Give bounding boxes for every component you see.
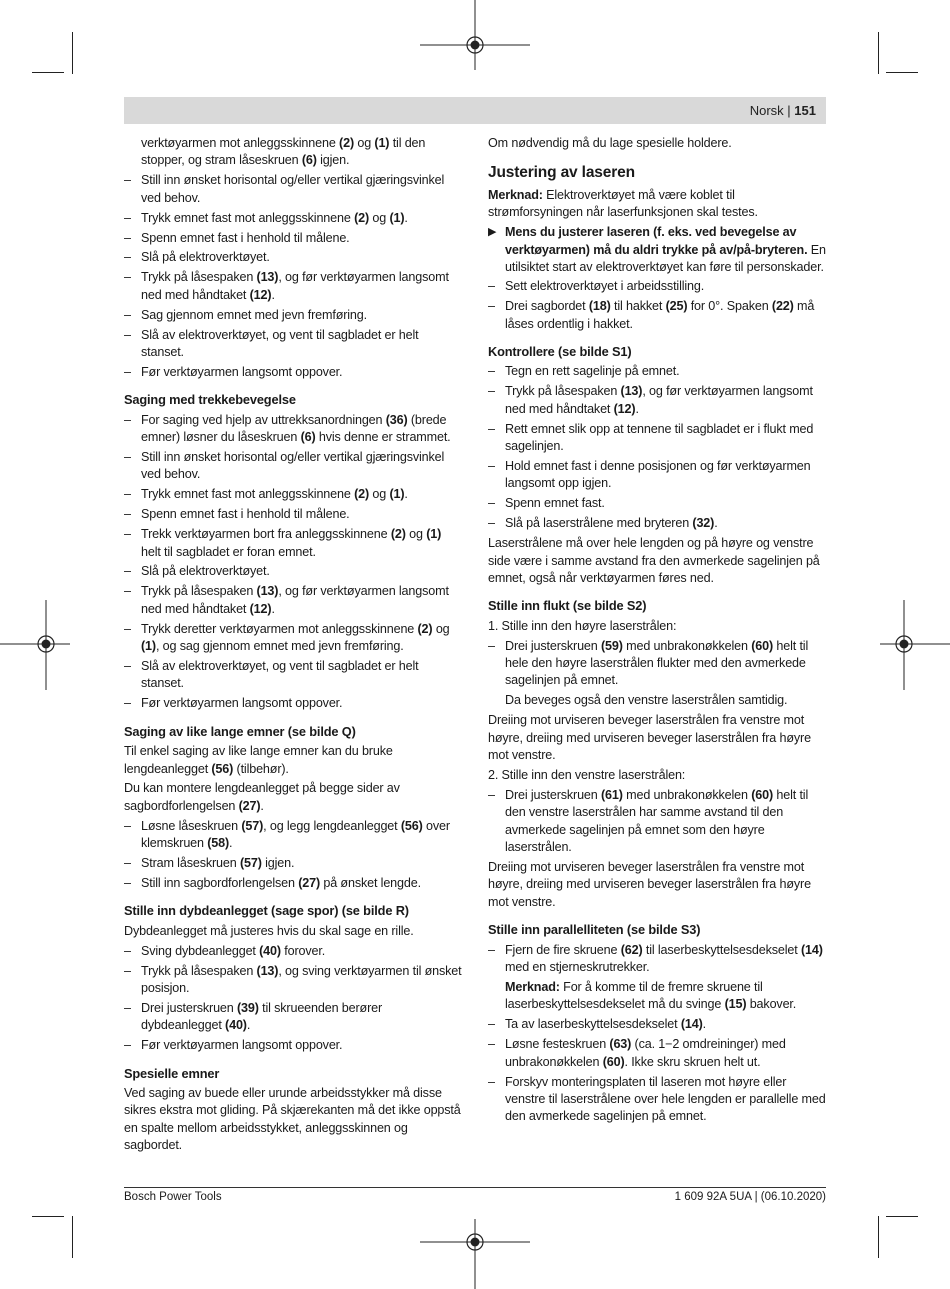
paragraph: Laserstrålene må over hele lengden og på høyre og venstre side være i samme avstand fra den avmerkede sagelinjen på emnet, også når verktøyarmen føres ned. — [488, 536, 820, 585]
list-item: – Trekk verktøyarmen bort fra anleggsskinnene (2) og (1) helt til sagbladet er foran emnet. — [124, 526, 464, 561]
list-item: – Drei sagbordet (18) til hakket (25) for 0°. Spaken (22) må låses ordentlig i hakket. — [488, 298, 826, 333]
paragraph: Dreiing mot urviseren beveger laserstrålen fra venstre mot høyre, dreiing med urviseren beveger laserstrålen fra høyre mot venstre. — [488, 713, 811, 763]
subsection-heading: Stille inn dybdeanlegget (sage spor) (se bilde R) — [124, 903, 409, 919]
list-item: – Slå av elektroverktøyet, og vent til sagbladet er helt stanset. — [124, 327, 464, 362]
list-item: – Før verktøyarmen langsomt oppover. — [124, 1037, 464, 1054]
subsection-heading: Stille inn parallelliteten (se bilde S3) — [488, 922, 701, 938]
list-item-continuation: Merknad: For å komme til de fremre skruene til laserbeskyttelsesdekselet må du svinge (15) bakover. — [505, 979, 797, 1012]
crop-mark — [32, 72, 64, 73]
registration-mark-icon — [420, 0, 530, 70]
crop-mark — [72, 1216, 73, 1258]
list-item: – Trykk på låsespaken (13), og før verktøyarmen langsomt ned med håndtaket (12). — [124, 269, 464, 304]
paragraph: Ved saging av buede eller urunde arbeidsstykker må disse sikres ekstra mot gliding. På skjærekanten må det ikke oppstå en spalte mellom arbeidsstykket, anleggsskinnen og sagbordet. — [124, 1086, 461, 1153]
subsection-heading: Spesielle emner — [124, 1065, 220, 1081]
list-item: – Slå på elektroverktøyet. — [124, 563, 464, 580]
left-column — [124, 135, 464, 1157]
list-item: – Sett elektroverktøyet i arbeidsstilling. — [488, 278, 826, 295]
list-item: – Stram låseskruen (57) igjen. — [124, 855, 464, 872]
paragraph: Dreiing mot urviseren beveger laserstrålen fra venstre mot høyre, dreiing med urviseren beveger laserstrålen fra høyre mot venstre. — [488, 860, 811, 909]
crop-mark — [886, 72, 918, 73]
list-item: – Spenn emnet fast i henhold til målene. — [124, 506, 464, 523]
header-text: Norsk | 151 — [749, 103, 816, 118]
subsection-heading: Stille inn flukt (se bilde S2) — [488, 598, 647, 614]
paragraph: Dybdeanlegget må justeres hvis du skal sage en rille. — [124, 923, 414, 938]
paragraph: Merknad: Elektroverktøyet må være koblet til strømforsyningen når laserfunksjonen skal testes. — [488, 187, 758, 220]
list-item: – Still inn ønsket horisontal og/eller vertikal gjæringsvinkel ved behov. — [124, 449, 464, 484]
list-item: – Fjern de fire skruene (62) til laserbeskyttelsesdekselet (14) med en stjerneskrutrekker. — [488, 942, 826, 977]
subsection-heading: Kontrollere (se bilde S1) — [488, 344, 632, 360]
warning-item: ▶ Mens du justerer laseren (f. eks. ved bevegelse av verktøyarmen) må du aldri trykke på av/på-bryteren. En utilsiktet start av elektroverktøyet kan føre til personskader. — [488, 225, 826, 274]
list-item: – Trykk emnet fast mot anleggsskinnene (2) og (1). — [124, 486, 464, 503]
list-item: – Trykk på låsespaken (13), og før verktøyarmen langsomt ned med håndtaket (12). — [124, 583, 464, 618]
list-item: – Før verktøyarmen langsomt oppover. — [124, 364, 464, 381]
registration-mark-icon — [880, 600, 950, 690]
list-item: – Rett emnet slik opp at tennene til sagbladet er i flukt med sagelinjen. — [488, 421, 826, 456]
list-item: – Still inn sagbordforlengelsen (27) på ønsket lengde. — [124, 875, 464, 892]
paragraph: Til enkel saging av like lange emner kan du bruke lengdeanlegget (56) (tilbehør). — [124, 744, 393, 776]
crop-mark — [878, 32, 879, 74]
list-item: – Slå på laserstrålene med bryteren (32). — [488, 515, 826, 532]
list-item: – Forskyv monteringsplaten til laseren mot høyre eller venstre til laserstrålene over hele lengden er parallelle med den avmerkede sagelinjen på emnet. — [488, 1074, 826, 1126]
list-item: – Slå av elektroverktøyet, og vent til sagbladet er helt stanset. — [124, 658, 464, 693]
page-header — [124, 97, 826, 124]
list-item: – Ta av laserbeskyttelsesdekselet (14). — [488, 1016, 826, 1033]
footer-rule — [124, 1187, 826, 1188]
paragraph: Du kan montere lengdeanlegget på begge sider av sagbordforlengelsen (27). — [124, 781, 400, 813]
list-item: – Sving dybdeanlegget (40) forover. — [124, 943, 464, 960]
list-item: – Før verktøyarmen langsomt oppover. — [124, 695, 464, 712]
list-item: – Drei justerskruen (61) med unbrakonøkkelen (60) helt til den venstre laserstrålen har samme avstand til den avmerkede sagelinjen på emnet som den høyre laserstrålen. — [488, 787, 826, 857]
registration-mark-icon — [0, 600, 70, 690]
right-column — [488, 135, 826, 1128]
crop-mark — [72, 32, 73, 74]
list-item: – Trykk på låsespaken (13), og sving verktøyarmen til ønsket posisjon. — [124, 963, 464, 998]
list-item: – Drei justerskruen (39) til skrueenden berører dybdeanlegget (40). — [124, 1000, 464, 1035]
list-item: – Spenn emnet fast i henhold til målene. — [124, 230, 464, 247]
crop-mark — [886, 1216, 918, 1217]
list-item: – Tegn en rett sagelinje på emnet. — [488, 363, 826, 380]
list-item: – Drei justerskruen (59) med unbrakonøkkelen (60) helt til hele den høyre laserstrålen flukter med den avmerkede sagelinjen på emnet. — [488, 638, 826, 690]
paragraph: Om nødvendig må du lage spesielle holdere. — [488, 136, 732, 150]
subsection-heading: Saging av like lange emner (se bilde Q) — [124, 723, 356, 739]
list-item: – Spenn emnet fast. — [488, 495, 826, 512]
footer-publisher: Bosch Power Tools — [124, 1191, 222, 1203]
list-item: – Løsne låseskruen (57), og legg lengdeanlegget (56) over klemskruen (58). — [124, 818, 464, 853]
list-item: – For saging ved hjelp av uttrekksanordningen (36) (brede emner) løsner du låseskruen (6) hvis denne er strammet. — [124, 412, 464, 447]
section-heading: Justering av laseren — [488, 164, 635, 182]
list-item: – Sag gjennom emnet med jevn fremføring. — [124, 307, 464, 324]
numbered-step: 2. Stille inn den venstre laserstrålen: — [488, 768, 686, 782]
arrow-right-icon: ▶ — [488, 226, 497, 239]
list-item: – Slå på elektroverktøyet. — [124, 249, 464, 266]
list-item: – Trykk på låsespaken (13), og før verktøyarmen langsomt ned med håndtaket (12). — [488, 383, 826, 418]
page-number: 151 — [794, 103, 816, 118]
crop-mark — [878, 1216, 879, 1258]
list-item: – Trykk deretter verktøyarmen mot anleggsskinnene (2) og (1), og sag gjennom emnet med jevn fremføring. — [124, 621, 464, 656]
list-item: – Trykk emnet fast mot anleggsskinnene (2) og (1). — [124, 210, 464, 227]
list-item: – Still inn ønsket horisontal og/eller vertikal gjæringsvinkel ved behov. — [124, 172, 464, 207]
numbered-step: 1. Stille inn den høyre laserstrålen: — [488, 618, 677, 633]
list-item-continuation: verktøyarmen mot anleggsskinnene (2) og (1) til den stopper, og stram låseskruen (6) igjen. — [141, 136, 426, 168]
list-item: – Løsne festeskruen (63) (ca. 1−2 omdreininger) med unbrakonøkkelen (60). Ikke skru skruen helt ut. — [488, 1036, 826, 1071]
list-item-continuation: Da beveges også den venstre laserstrålen samtidig. — [505, 693, 788, 708]
list-item: – Hold emnet fast i denne posisjonen og før verktøyarmen langsomt opp igjen. — [488, 458, 826, 493]
header-language: Norsk — [749, 103, 784, 118]
registration-mark-icon — [420, 1219, 530, 1289]
subsection-heading: Saging med trekkebevegelse — [124, 392, 296, 408]
crop-mark — [32, 1216, 64, 1217]
footer-doc-id: 1 609 92A 5UA | (06.10.2020) — [674, 1191, 826, 1203]
